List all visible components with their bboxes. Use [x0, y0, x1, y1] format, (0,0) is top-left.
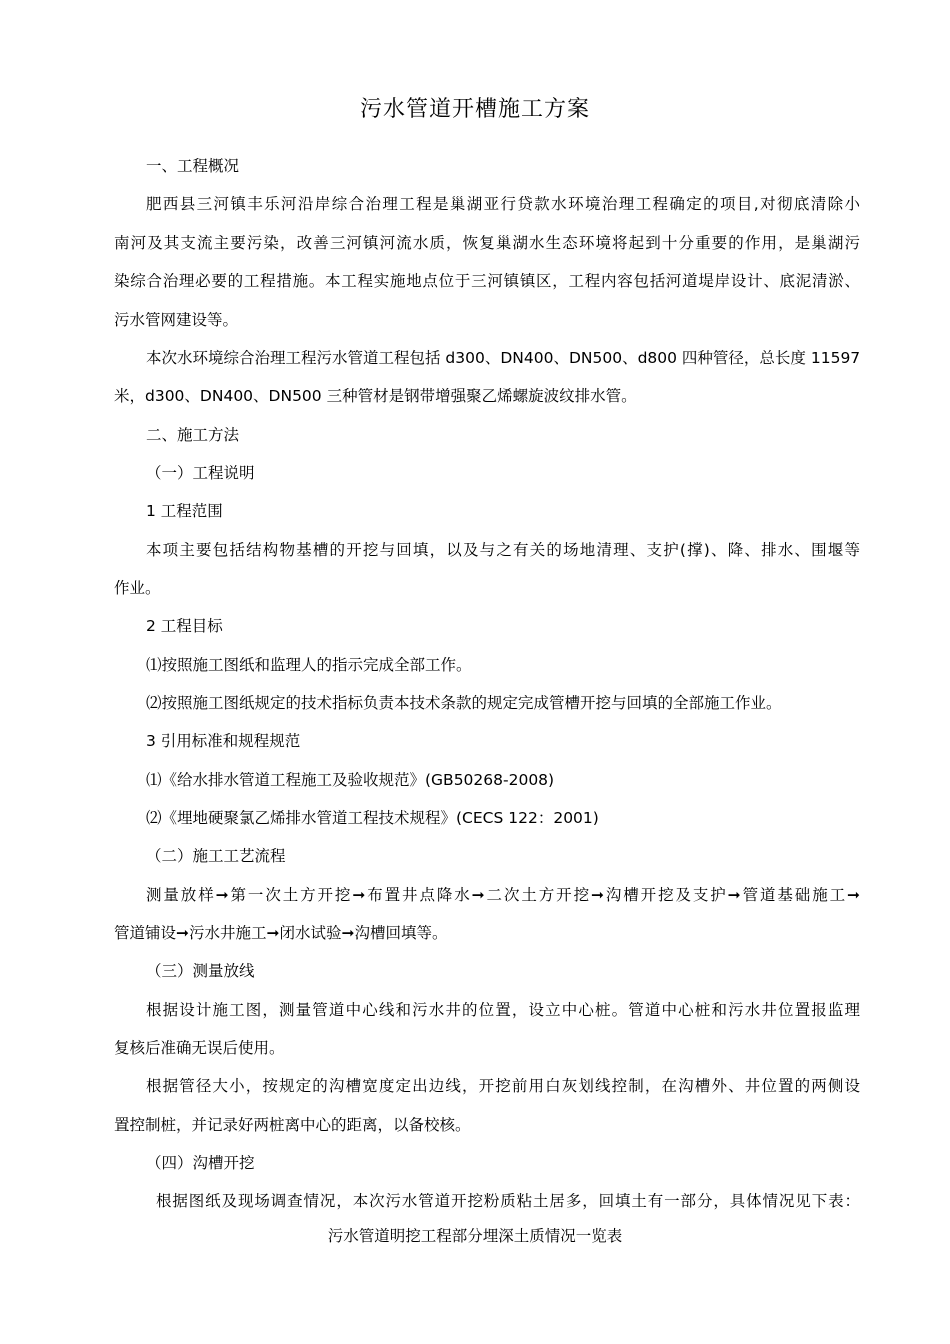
list-item: ⑴《给水排水管道工程施工及验收规范》(GB50268-2008)	[146, 771, 555, 789]
paragraph-line: 根据管径大小，按规定的沟槽宽度定出边线，开挖前用白灰划线控制，在沟槽外、井位置的两侧设	[146, 1077, 860, 1095]
paragraph-line: 复核后准确无误后使用。	[114, 1039, 285, 1057]
paragraph-line: 根据设计施工图，测量管道中心线和污水井的位置，设立中心桩。管道中心桩和污水井位置报监理	[146, 1001, 860, 1019]
paragraph-line: 染综合治理必要的工程措施。本工程实施地点位于三河镇镇区，工程内容包括河道堤岸设计、底泥清淤、	[114, 272, 860, 290]
paragraph-line: 米，d300、DN400、DN500 三种管材是钢带增强聚乙烯螺旋波纹排水管。	[114, 387, 637, 405]
item-heading: 2 工程目标	[146, 617, 223, 635]
list-item: ⑵按照施工图纸规定的技术指标负责本技术条款的规定完成管槽开挖与回填的全部施工作业。	[146, 694, 782, 712]
subsection-heading: （三）测量放线	[146, 962, 255, 980]
item-heading: 3 引用标准和规程规范	[146, 732, 301, 750]
section-heading-overview: 一、工程概况	[146, 157, 240, 175]
paragraph-line: 污水管网建设等。	[114, 311, 239, 329]
list-item: ⑴按照施工图纸和监理人的指示完成全部工作。	[146, 656, 472, 674]
paragraph-line: 本项主要包括结构物基槽的开挖与回填，以及与之有关的场地清理、支护(撑)、降、排水、围堰等	[146, 541, 860, 559]
document-title: 污水管道开槽施工方案	[359, 97, 590, 122]
subsection-heading: （二）施工工艺流程	[146, 847, 286, 865]
paragraph-line: 南河及其支流主要污染，改善三河镇河流水质，恢复巢湖水生态环境将起到十分重要的作用，是巢湖污	[114, 234, 860, 252]
table-caption: 污水管道明挖工程部分埋深土质情况一览表	[327, 1227, 623, 1245]
list-item: ⑵《埋地硬聚氯乙烯排水管道工程技术规程》(CECS 122：2001)	[146, 809, 599, 827]
paragraph-line: 根据图纸及现场调查情况，本次污水管道开挖粉质粘土居多，回填土有一部分，具体情况见下表：	[156, 1192, 860, 1210]
paragraph-line: 肥西县三河镇丰乐河沿岸综合治理工程是巢湖亚行贷款水环境治理工程确定的项目,对彻底清除小	[146, 195, 860, 213]
subsection-heading: （四）沟槽开挖	[146, 1154, 255, 1172]
paragraph-line: 置控制桩，并记录好两桩离中心的距离，以备校核。	[114, 1116, 471, 1134]
section-heading-method: 二、施工方法	[146, 426, 240, 444]
item-heading: 1 工程范围	[146, 502, 223, 520]
paragraph-line: 本次水环境综合治理工程污水管道工程包括 d300、DN400、DN500、d800 四种管径，总长度 11597	[146, 349, 861, 367]
paragraph-line: 管道铺设➞污水井施工➞闭水试验➞沟槽回填等。	[114, 924, 448, 942]
subsection-heading: （一）工程说明	[146, 464, 255, 482]
paragraph-line: 作业。	[114, 579, 161, 597]
paragraph-line: 测量放样➞第一次土方开挖➞布置井点降水➞二次土方开挖➞沟槽开挖及支护➞管道基础施工➞	[146, 886, 860, 904]
